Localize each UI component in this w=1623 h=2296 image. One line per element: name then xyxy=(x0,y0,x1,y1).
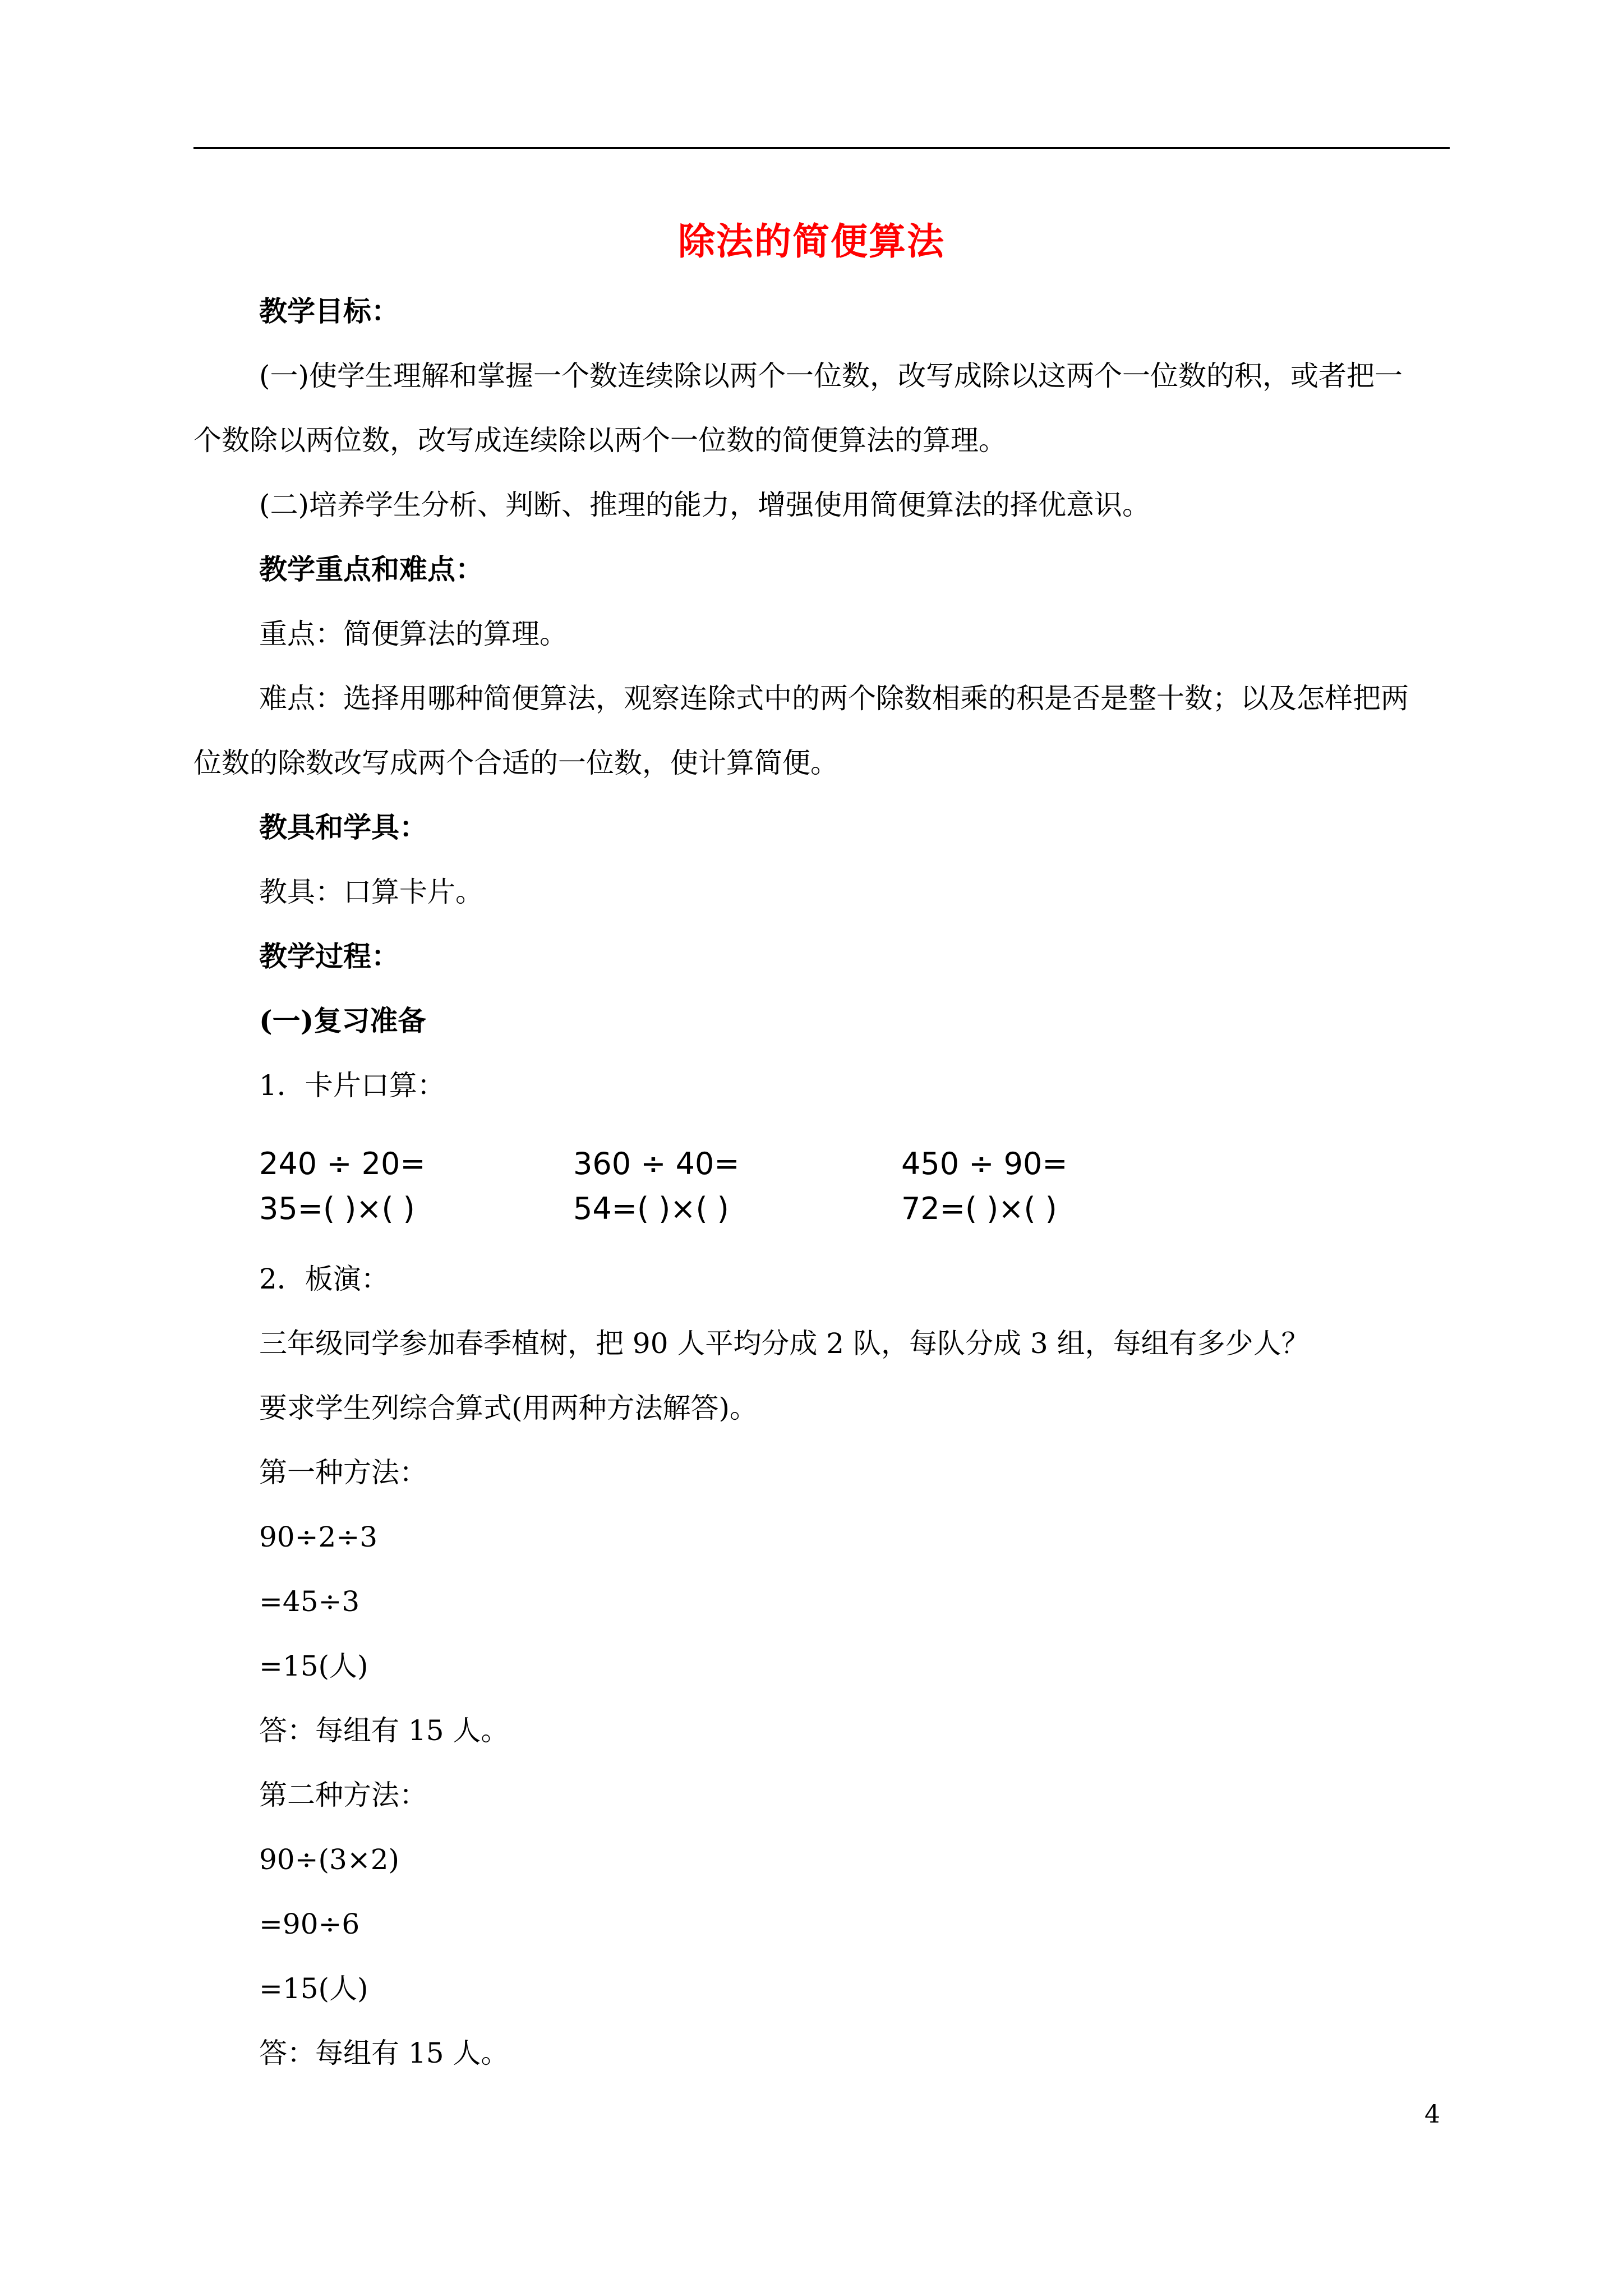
difficulty-line-2: 位数的除数改写成两个合适的一位数，使计算简便。 xyxy=(193,747,838,779)
page-title: 除法的简便算法 xyxy=(678,219,945,263)
calc-item: 450 ÷ 90= xyxy=(901,1146,1068,1181)
calc-item: 72=( )×( ) xyxy=(901,1191,1057,1226)
difficulty-line-1: 难点：选择用哪种简便算法，观察连除式中的两个除数相乘的积是否是整十数；以及怎样把两 xyxy=(259,682,1409,715)
method-1-step: 90÷2÷3 xyxy=(259,1521,378,1553)
section-1-heading: (一)复习准备 xyxy=(259,1004,426,1037)
calc-item: 54=( )×( ) xyxy=(573,1191,729,1226)
word-problem: 三年级同学参加春季植树，把 90 人平均分成 2 队，每队分成 3 组，每组有多少人？ xyxy=(259,1327,1310,1360)
step-1-label: 1．卡片口算： xyxy=(259,1069,445,1102)
method-2-step: =15(人) xyxy=(259,1972,368,2005)
focus-point: 重点：简便算法的算理。 xyxy=(259,618,568,650)
objectives-heading: 教学目标： xyxy=(259,295,399,328)
requirement: 要求学生列综合算式(用两种方法解答)。 xyxy=(259,1392,758,1424)
method-1-label: 第一种方法： xyxy=(259,1456,427,1489)
method-2-step: 90÷(3×2) xyxy=(259,1843,400,1876)
method-2-label: 第二种方法： xyxy=(259,1779,427,1811)
tools-content: 教具：口算卡片。 xyxy=(259,876,483,908)
method-1-answer: 答：每组有 15 人。 xyxy=(259,1714,509,1747)
key-points-heading: 教学重点和难点： xyxy=(259,553,483,586)
calc-item: 360 ÷ 40= xyxy=(573,1146,740,1181)
objective-1-line-1: (一)使学生理解和掌握一个数连续除以两个一位数，改写成除以这两个一位数的积，或者把一 xyxy=(259,360,1403,392)
objective-2: (二)培养学生分析、判断、推理的能力，增强使用简便算法的择优意识。 xyxy=(259,489,1151,521)
header-rule xyxy=(193,147,1450,149)
calc-item: 35=( )×( ) xyxy=(259,1191,415,1226)
method-1-step: =15(人) xyxy=(259,1650,368,1682)
step-2-label: 2．板演： xyxy=(259,1263,389,1295)
objective-1-line-2: 个数除以两位数，改写成连续除以两个一位数的简便算法的算理。 xyxy=(193,424,1007,457)
page-number: 4 xyxy=(1424,2100,1440,2129)
method-2-step: =90÷6 xyxy=(259,1908,360,1940)
calc-item: 240 ÷ 20= xyxy=(259,1146,426,1181)
method-1-step: =45÷3 xyxy=(259,1585,360,1618)
tools-heading: 教具和学具： xyxy=(259,811,427,844)
process-heading: 教学过程： xyxy=(259,940,399,973)
method-2-answer: 答：每组有 15 人。 xyxy=(259,2037,509,2069)
